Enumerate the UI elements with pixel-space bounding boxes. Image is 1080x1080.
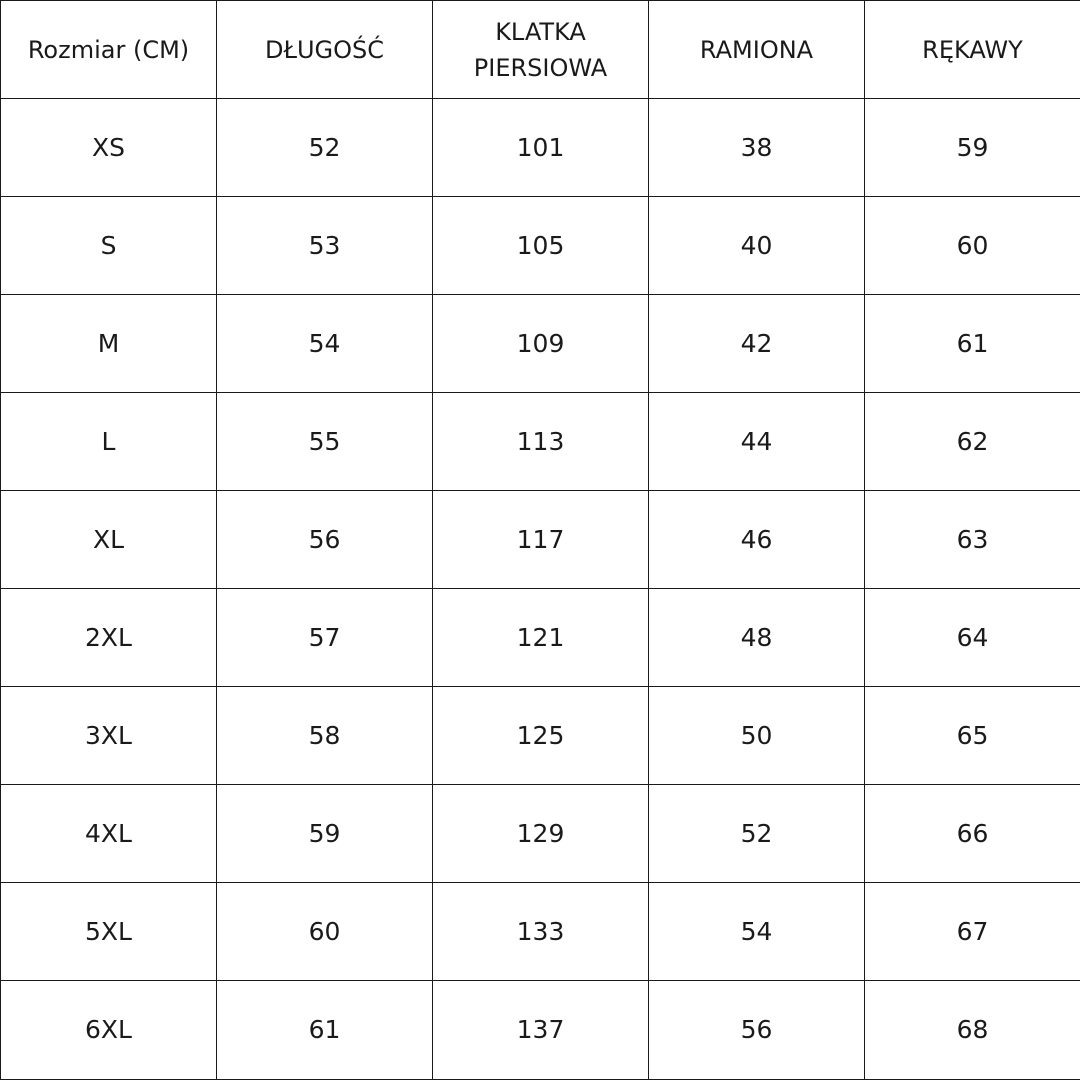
table-row — [1, 981, 1080, 1080]
cell-length: 56 — [217, 491, 433, 589]
cell-shoulders: 42 — [649, 295, 865, 393]
header-size: Rozmiar (CM) — [1, 1, 217, 99]
cell-length: 59 — [217, 785, 433, 883]
cell-sleeves: 67 — [865, 883, 1080, 981]
cell-sleeves: 66 — [865, 785, 1080, 883]
cell-length: 60 — [217, 883, 433, 981]
cell-sleeves: 60 — [865, 197, 1080, 295]
cell-size: 3XL — [1, 687, 217, 785]
header-sleeves: RĘKAWY — [865, 1, 1080, 99]
cell-shoulders: 38 — [649, 99, 865, 197]
cell-size: M — [1, 295, 217, 393]
cell-size: 4XL — [1, 785, 217, 883]
table-row — [1, 393, 1080, 491]
table-row — [1, 99, 1080, 197]
cell-sleeves: 65 — [865, 687, 1080, 785]
cell-size: L — [1, 393, 217, 491]
cell-shoulders: 44 — [649, 393, 865, 491]
cell-shoulders: 52 — [649, 785, 865, 883]
cell-chest: 113 — [433, 393, 649, 491]
table-row — [1, 295, 1080, 393]
header-shoulders: RAMIONA — [649, 1, 865, 99]
cell-sleeves: 61 — [865, 295, 1080, 393]
cell-shoulders: 56 — [649, 981, 865, 1080]
cell-chest: 133 — [433, 883, 649, 981]
cell-length: 58 — [217, 687, 433, 785]
cell-chest: 117 — [433, 491, 649, 589]
cell-length: 61 — [217, 981, 433, 1080]
cell-chest: 125 — [433, 687, 649, 785]
cell-length: 53 — [217, 197, 433, 295]
header-chest: KLATKA PIERSIOWA — [433, 1, 649, 99]
cell-shoulders: 48 — [649, 589, 865, 687]
cell-size: XS — [1, 99, 217, 197]
table-row — [1, 687, 1080, 785]
cell-chest: 137 — [433, 981, 649, 1080]
cell-shoulders: 50 — [649, 687, 865, 785]
cell-sleeves: 68 — [865, 981, 1080, 1080]
cell-shoulders: 54 — [649, 883, 865, 981]
cell-size: XL — [1, 491, 217, 589]
table-row — [1, 785, 1080, 883]
table-row — [1, 589, 1080, 687]
cell-length: 57 — [217, 589, 433, 687]
cell-sleeves: 59 — [865, 99, 1080, 197]
cell-chest: 109 — [433, 295, 649, 393]
header-row — [1, 1, 1080, 99]
cell-size: 2XL — [1, 589, 217, 687]
table-row — [1, 491, 1080, 589]
cell-length: 52 — [217, 99, 433, 197]
cell-shoulders: 46 — [649, 491, 865, 589]
cell-size: 6XL — [1, 981, 217, 1080]
cell-chest: 121 — [433, 589, 649, 687]
cell-length: 55 — [217, 393, 433, 491]
cell-sleeves: 63 — [865, 491, 1080, 589]
table-body — [1, 99, 1080, 1080]
cell-shoulders: 40 — [649, 197, 865, 295]
cell-chest: 101 — [433, 99, 649, 197]
header-length: DŁUGOŚĆ — [217, 1, 433, 99]
table-row — [1, 197, 1080, 295]
cell-size: S — [1, 197, 217, 295]
cell-sleeves: 62 — [865, 393, 1080, 491]
table-header — [1, 1, 1080, 99]
cell-length: 54 — [217, 295, 433, 393]
cell-sleeves: 64 — [865, 589, 1080, 687]
cell-chest: 129 — [433, 785, 649, 883]
cell-chest: 105 — [433, 197, 649, 295]
table-row — [1, 883, 1080, 981]
cell-size: 5XL — [1, 883, 217, 981]
